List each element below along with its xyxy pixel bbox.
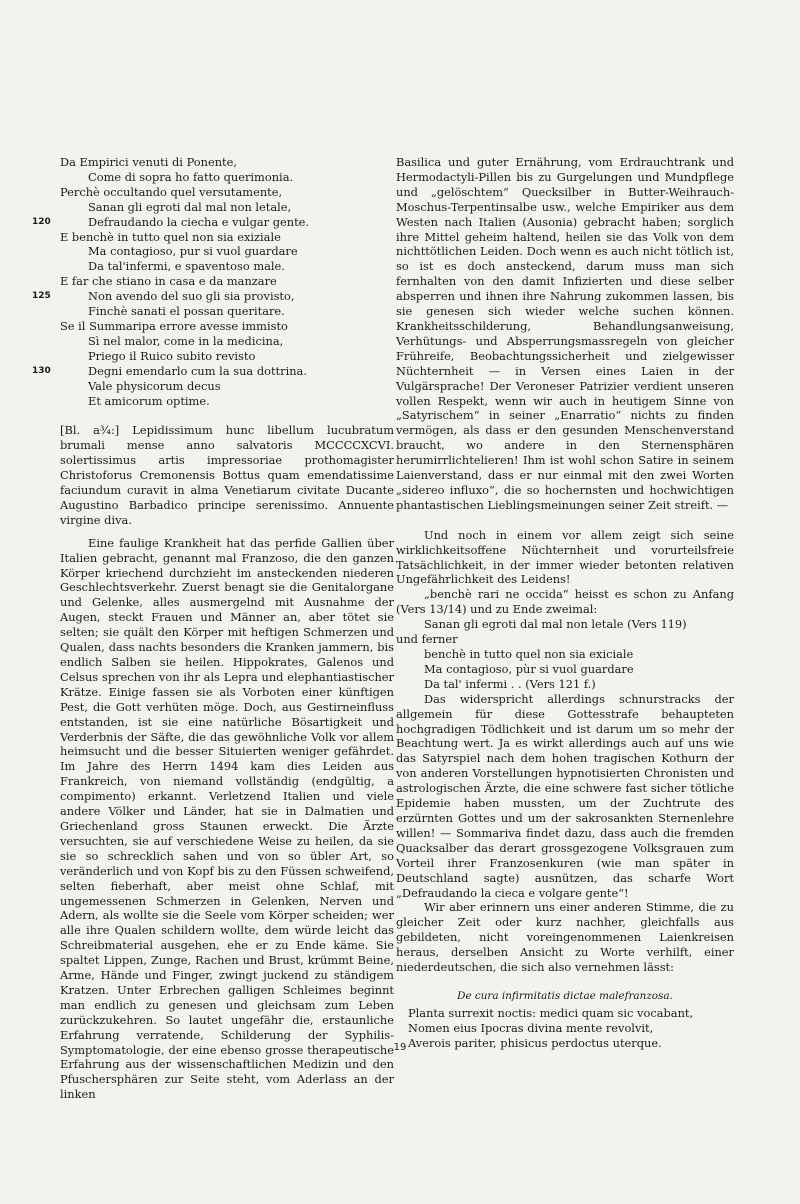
page-number: 19 xyxy=(393,1042,407,1053)
verse-line xyxy=(60,349,394,364)
paragraph-3: „benchè rari ne occida“ heisst es schon zu Anfang (Vers 13/14) und zu Ende zweimal: xyxy=(396,587,734,617)
verse-line xyxy=(60,304,394,319)
verse-text: Perchè occultando quel versutamente, xyxy=(60,184,283,199)
paragraph-1: Basilica und guter Ernährung, vom Erdrauchtrank und Hermodactyli-Pillen bis zu Gurgelungen und Mundpflege und „gelöschtem“ Quecksilber in Butter-Weihrauch-Moschus-Terpentinsalbe usw., welche Empiriker aus dem Westen nach Italien (Ausonia) gebracht haben; sorglich ihre Mittel geheim haltend, heilen sie das Volk von dem nichttötlichen Leiden. Doch wenn es auch nicht tötlich ist, so ist es doch ansteckend, darum muss man sich fernhalten von den damit Infizierten und diese selber absperren und ihnen ihre Nahrung zukommen lassen, bis sie genesen sich wieder welche suchen können. Krankheitsschilderung, Behandlungsanweisung, Verhütungs- und Absperrungsmassregeln von gleicher Frühreife, Beobachtungssicherheit und zielgewisser Nüchternheit — in Versen eines Laien in der Vulgärsprache! Der Veroneser Patrizier verdient unseren vollen Respekt, wenn wir auch in heutigem Sinne von „Satyrischem“ in seiner „Enarratio“ nichts zu finden vermögen, als dass er den gesunden Menschenverstand braucht, wo andere in den Sternensphären herumirrlichtelieren! Ihm ist wohl schon Satire in seinem Laienverstand, dass er nur einmal mit den zwei Worten „sidereo influxo“, die so hochernsten und hochwichtigen phantastischen Lieblingsmeinungen seiner Zeit streift. — xyxy=(396,155,734,512)
verse-text: Sanan gli egroti dal mal non letale, xyxy=(88,199,292,214)
verse-line xyxy=(32,214,394,230)
verse-line xyxy=(60,394,394,409)
verse-line xyxy=(60,200,394,215)
verse-text: E benchè in tutto quel non sia exiziale xyxy=(60,229,281,244)
latin-colophon: [Bl. a¾:] Lepidissimum hunc libellum lucubratum brumali mense anno salvatoris MCCCCXCVI. solertissimus artis impressoriae prothomagister Christoforus Cremonensis Bottus quam emendatissime faciundum curavit in alma Venetiarum civitate Ducante Augustino Barbadico principe serenissimo. Annuente virgine diva. xyxy=(60,423,394,527)
verse-text: Sì nel malor, come in la medicina, xyxy=(88,333,284,348)
verse-line xyxy=(60,185,394,200)
verse-line xyxy=(32,289,394,304)
latin-heading: De cura infirmitatis dictae malefranzosa. xyxy=(457,989,673,1002)
right-column xyxy=(396,155,734,1051)
left-column xyxy=(32,155,394,1102)
paragraph-2: Und noch in einem vor allem zeigt sich seine wirklichkeitsoffene Nüchternheit und vorurteilsfreie Tatsächlichkeit, in der immer wieder betonten relativen Ungefährlichkeit des Leidens! xyxy=(396,527,734,587)
verse-text: Priego il Ruico subito revisto xyxy=(88,348,256,363)
quoted-verse-4: Da tal' infermi . . (Vers 121 f.) xyxy=(424,676,596,691)
verse-line xyxy=(60,170,394,185)
und-ferner: und ferner xyxy=(396,632,458,647)
paragraph-5: Wir aber erinnern uns einer anderen Stimme, die zu gleicher Zeit oder kurz nachher, gleichfalls aus gebildeten, nicht voreingenommenen Laienkreisen heraus, derselben Ansicht zu Worte verhilft, einer niederdeutschen, die sich also vernehmen lässt: xyxy=(396,900,734,975)
latin-line-2: Nomen eius Ipocras divina mente revolvit, xyxy=(408,1020,654,1035)
line-number: 120 xyxy=(32,216,51,227)
verse-text: Da Empirici venuti di Ponente, xyxy=(60,155,237,169)
verse-line xyxy=(60,230,394,245)
german-paragraph: Eine faulige Krankheit hat das perfide Gallien über Italien gebracht, genannt mal Franzoso, die den ganzen Körper kriechend durchzieht im ansteckenden niederen Geschlechtsverkehr. Zuerst benagt sie die Genitalorgane und Gelenke, alles ausmergelnd mit Ausnahme der Augen, steckt Frauen und Männer an, aber tötet sie selten; sie quält den Körper mit heftigen Schmerzen und Qualen, dass nachts besonders die Kranken jammern, bis endlich Salben sie heilen. Hippokrates, Galenos und Celsus sprechen von ihr als Lepra und elephantiastischer Krätze. Einige fassen sie als Vorboten einer künftigen Pest, die Gott verhüten möge. Doch, aus Gestirneinfluss entstanden, ist sie eine natürliche Bösartigkeit und Verderbnis der Säfte, die das gewöhnliche Volk vor allem heimsucht und die besser Situierten weniger gefährdet. Im Jahre des Herrn 1494 kam dies Leiden aus Frankreich, von niemand vollständig (endgültig, a compimento) erkannt. Verletzend Italien und viele andere Völker und Länder, hat sie in Dalmatien und Griechenland gross Staunen erweckt. Die Ärzte versuchten, sie auf verschiedene Weise zu heilen, da sie sie so schrecklich sahen und von so übler Art, so veränderlich und von Kopf bis zu den Füssen schweifend, selten fieberhaft, aber meist ohne Schlaf, mit ungemessenen Schmerzen in Gelenken, Nerven und Adern, als wollte sie die Seele vom Körper scheiden; wer alle ihre Qualen schildern wollte, dem würde leicht das Schreibmaterial ausgehen, ehe er zu Ende käme. Sie spaltet Lippen, Zunge, Rachen und Brust, krümmt Beine, Arme, Hände und Finger, zwingt juckend zu ständigem Kratzen. Unter Erbrechen galligen Schleimes beginnt man endlich zu genesen und gleichsam zum Leben zurückzukehren. So lautet ungefähr die, erstaunliche Erfahrung verratende, Schilderung der Syphilis-Symptomatologie, der eine ebenso grosse therapeutische Erfahrung aus der wissenschaftlichen Medizin und den Pfuschersphären zur Seite steht, vom Aderlass an der linken xyxy=(60,535,394,1102)
line-number: 130 xyxy=(32,365,51,376)
verse-line xyxy=(60,334,394,349)
verse-line xyxy=(60,274,394,289)
italian-verses xyxy=(32,155,394,408)
latin-line-3: Averois pariter, phisicus perdoctus uterque. xyxy=(408,1035,662,1050)
latin-line-1: Planta surrexit noctis: medici quam sic vocabant, xyxy=(408,1005,694,1020)
verse-text: Vale physicorum decus xyxy=(88,378,221,393)
quoted-verse-1: Sanan gli egroti dal mal non letale (Vers 119) xyxy=(424,617,687,632)
verse-text: Degni emendarlo cum la sua dottrina. xyxy=(88,363,307,378)
verse-line xyxy=(60,259,394,274)
line-number: 125 xyxy=(32,291,51,302)
verse-line xyxy=(60,155,394,170)
verse-line xyxy=(60,244,394,259)
verse-line xyxy=(60,319,394,334)
verse-text: Defraudando la ciecha e vulgar gente. xyxy=(88,214,310,229)
quoted-verse-2: benchè in tutto quel non sia exiciale xyxy=(424,647,634,661)
verse-text: E far che stiano in casa e da manzare xyxy=(60,274,277,289)
verse-text: Finchè sanati el possan queritare. xyxy=(88,304,285,319)
verse-text: Non avendo del suo gli sia provisto, xyxy=(88,289,295,304)
verse-line xyxy=(32,363,394,379)
verse-text: Come di sopra ho fatto querimonia. xyxy=(88,169,294,184)
verse-text: Se il Summaripa errore avesse immisto xyxy=(60,318,288,333)
paragraph-4: Das widerspricht allerdings schnurstracks der allgemein für diese Gottesstrafe behaupteten hochgradigen Tödlichkeit und ist darum um so mehr der Beachtung wert. Ja es wirkt allerdings auch auf uns wie das Satyrspiel nach dem hohen tragischen Kothurn der von anderen Vorstellungen hypnotisierten Chronisten und astrologischen Ärzte, die eine schwere fast sicher tötliche Epidemie haben mussten, um der Zuchtrute des erzürnten Gottes und um der sakrosankten Sternenlehre willen! — Sommariva findet dazu, dass auch die fremden Quacksalber das derart grossgezogene Volksgrauen zum Vorteil ihrer Franzosenkuren (wie man später in Deutschland sagte) ausnützen, das scharfe Wort „Defraudando la cieca e volgare gente“! xyxy=(396,691,734,900)
quoted-verse-3: Ma contagioso, pùr si vuol guardare xyxy=(424,661,634,676)
verse-text: Et amicorum optime. xyxy=(88,393,210,408)
verse-text: Ma contagioso, pur si vuol guardare xyxy=(88,244,298,259)
verse-text: Da tal'infermi, e spaventoso male. xyxy=(88,259,285,274)
verse-line xyxy=(60,379,394,394)
